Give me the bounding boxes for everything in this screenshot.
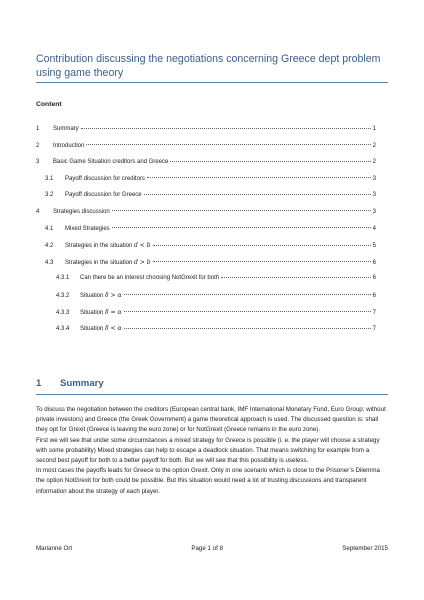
toc-entry-title-text: Summary — [53, 126, 79, 132]
toc-entry-number: 4.2 — [45, 243, 54, 250]
toc-entry-title-text: Situation — [80, 309, 104, 316]
toc-entry[interactable] — [36, 143, 376, 160]
toc-entry-number: 4.3.4 — [56, 326, 70, 333]
toc-entry-title — [80, 292, 122, 299]
toc-entry-number: 4.3.2 — [56, 292, 70, 299]
toc-entry-title — [53, 209, 110, 215]
toc-dot-leader — [86, 144, 370, 145]
toc-heading: Content — [36, 101, 62, 108]
section-number: 1 — [36, 378, 42, 389]
toc-entry[interactable] — [36, 226, 376, 243]
toc-entry-title — [65, 192, 142, 198]
toc-entry-number: 3.1 — [45, 175, 54, 182]
toc-entry-page: 7 — [372, 309, 376, 316]
toc-entry-number: 4.3.1 — [56, 275, 70, 282]
table-of-contents — [36, 126, 376, 342]
toc-dot-leader — [153, 261, 371, 262]
toc-dot-leader — [81, 128, 371, 129]
toc-dot-leader — [170, 161, 370, 162]
toc-entry-title-text: Can there be an interest choosing NotGrexit for both — [80, 275, 220, 282]
paragraph: To discuss the negotiation between the creditors (European central bank, IMF International Monetary Fund, Euro Group; without private investors) and Greece (the Greek Government) a game theoretical approach is used. The discussed question is: shall they opt for Grexit (Greece is leaving the euro zone) or for NotGrexit (Greece remains in the euro zone). — [36, 406, 386, 434]
toc-entry[interactable] — [36, 292, 376, 309]
toc-entry-title — [65, 176, 145, 182]
toc-entry-number: 4.3.3 — [56, 309, 70, 316]
summary-body — [36, 405, 388, 497]
toc-dot-leader — [112, 227, 371, 228]
toc-dot-leader — [221, 277, 371, 278]
toc-entry-title-text: Introduction — [53, 142, 85, 149]
toc-entry-title-text: Strategies in the situation — [65, 243, 133, 250]
paragraph: In most cases the payoffs leads for Greece to the option Grexit. Only in one scenario which is close to the Prisoner’s Dilemma the option NotGrexit for both could be possible. But this situation would need a lot of trusting discussions and transparent information about the strategy of each player. — [36, 467, 380, 495]
toc-entry[interactable] — [36, 325, 376, 342]
toc-entry[interactable] — [36, 275, 376, 292]
toc-dot-leader — [124, 328, 371, 329]
toc-entry[interactable] — [36, 209, 376, 226]
toc-entry-title-text: Basic Game Situation creditors and Greece — [53, 159, 169, 166]
toc-entry-number: 1 — [36, 126, 40, 132]
toc-entry-title-text: Strategies discussion — [53, 208, 110, 215]
toc-entry[interactable] — [36, 259, 376, 276]
toc-entry-number: 4 — [36, 208, 40, 215]
toc-entry-title — [53, 126, 79, 132]
toc-entry-number: 3.2 — [45, 192, 54, 199]
toc-entry-title — [53, 159, 168, 165]
toc-entry-title — [65, 242, 151, 249]
toc-entry-title — [65, 226, 110, 232]
toc-entry-title-text: Payoff discussion for creditors — [65, 175, 145, 182]
toc-entry[interactable] — [36, 309, 376, 326]
toc-entry-page: 3 — [372, 175, 376, 182]
toc-entry-math: d < b — [134, 242, 151, 250]
toc-entry-title-text: Payoff discussion for Greece — [65, 192, 142, 199]
section-title: Summary — [60, 378, 104, 389]
toc-entry-title-text: Mixed Strategies — [65, 225, 110, 232]
toc-entry[interactable] — [36, 176, 376, 193]
toc-entry-math: d > b — [134, 258, 151, 266]
toc-dot-leader — [124, 294, 371, 295]
section-heading — [36, 378, 104, 389]
toc-dot-leader — [153, 245, 371, 246]
toc-entry-math: δ < α — [105, 325, 122, 333]
toc-entry-page: 7 — [372, 326, 376, 333]
toc-entry-page: 5 — [372, 243, 376, 250]
toc-entry[interactable] — [36, 126, 376, 143]
toc-dot-leader — [147, 177, 371, 178]
paragraph: First we will see that under some circumstances a mixed strategy for Greece is possible (i. e. the player will choose a strategy with some probability) Mixed strategies can help to escape a deadlock situation. That means switching for example from a second best payoff for both to a better payoff for both. But we will see that this possibility is useless. — [36, 436, 380, 465]
toc-dot-leader — [144, 194, 371, 195]
toc-entry[interactable] — [36, 242, 376, 259]
toc-entry-title — [53, 143, 84, 149]
toc-dot-leader — [112, 210, 371, 211]
toc-entry[interactable] — [36, 192, 376, 209]
toc-entry-page: 4 — [372, 225, 376, 232]
toc-entry-title — [80, 309, 122, 316]
title-divider — [36, 82, 388, 83]
toc-entry-number: 4.3 — [45, 259, 54, 266]
toc-entry-math: δ = α — [105, 308, 122, 316]
toc-entry-page: 6 — [372, 275, 376, 282]
toc-entry-title-text: Situation — [80, 292, 104, 299]
toc-entry-title — [65, 259, 151, 266]
toc-entry-page: 2 — [372, 142, 376, 149]
toc-entry-page: 3 — [372, 208, 376, 215]
toc-entry-page: 6 — [372, 292, 376, 299]
toc-entry[interactable] — [36, 159, 376, 176]
toc-entry-number: 2 — [36, 142, 40, 149]
toc-entry-number: 4.1 — [45, 225, 54, 232]
footer-page-number: Page 1 of 8 — [191, 545, 223, 552]
toc-entry-page: 3 — [372, 192, 376, 199]
toc-entry-title-text: Situation — [80, 326, 104, 333]
toc-entry-page: 6 — [372, 259, 376, 266]
toc-entry-math: δ > α — [105, 291, 122, 299]
document-title: Contribution discussing the negotiations concerning Greece dept problem using game theory — [36, 53, 381, 79]
toc-entry-title-text: Strategies in the situation — [65, 259, 133, 266]
toc-entry-page: 2 — [372, 159, 376, 166]
toc-dot-leader — [124, 311, 371, 312]
footer-author: Marianne Ort — [36, 545, 73, 552]
section-divider — [36, 394, 388, 395]
toc-entry-page: 1 — [372, 126, 376, 132]
page-footer — [36, 545, 388, 552]
toc-entry-title — [80, 325, 122, 332]
toc-entry-title — [80, 275, 219, 281]
footer-date: September 2015 — [342, 545, 388, 552]
toc-entry-number: 3 — [36, 159, 40, 166]
